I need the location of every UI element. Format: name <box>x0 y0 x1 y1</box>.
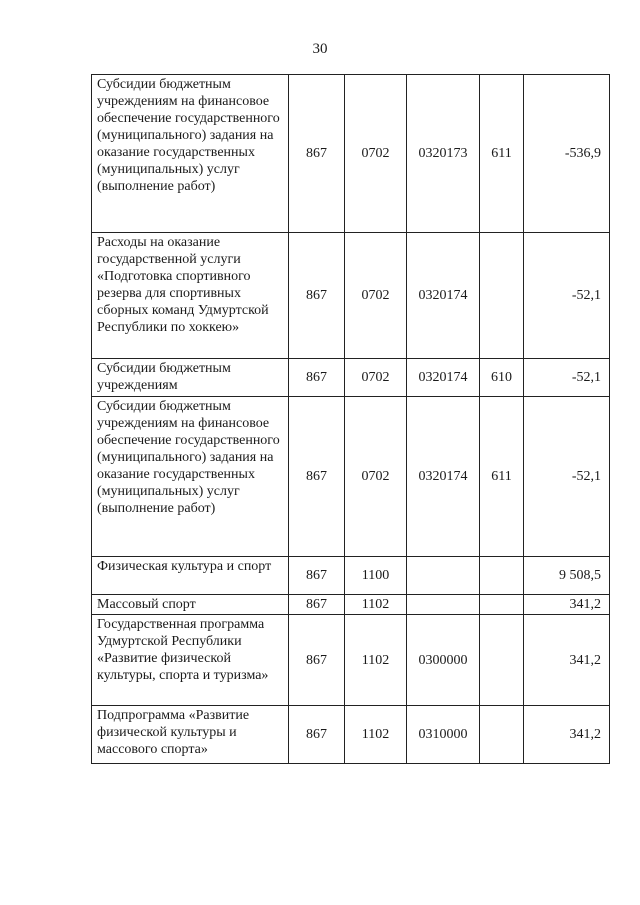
amount-cell: -52,1 <box>524 397 610 557</box>
section-cell: 1102 <box>345 615 407 706</box>
ved-cell: 867 <box>289 397 345 557</box>
table-row <box>92 595 610 615</box>
amount-cell: -52,1 <box>524 359 610 397</box>
row-name-cell: Субсидии бюджетным учреждениям <box>92 359 289 397</box>
row-name-cell: Государственная программа Удмуртской Республики «Развитие физической культуры, спорта и туризма» <box>92 615 289 706</box>
row-name-cell: Субсидии бюджетным учреждениям на финансовое обеспечение государственного (муниципального) задания на оказание государственных (муниципальных) услуг (выполнение работ) <box>92 397 289 557</box>
row-name-cell: Подпрограмма «Развитие физической культуры и массового спорта» <box>92 706 289 764</box>
section-cell: 0702 <box>345 397 407 557</box>
expense-type-cell <box>480 233 524 359</box>
section-cell: 1102 <box>345 595 407 615</box>
table-row <box>92 233 610 359</box>
section-cell: 1102 <box>345 706 407 764</box>
target-article-cell: 0300000 <box>407 615 480 706</box>
ved-cell: 867 <box>289 706 345 764</box>
expense-type-cell <box>480 615 524 706</box>
section-cell: 1100 <box>345 557 407 595</box>
section-cell: 0702 <box>345 359 407 397</box>
ved-cell: 867 <box>289 233 345 359</box>
page-number: 30 <box>312 41 328 57</box>
target-article-cell <box>407 595 480 615</box>
budget-table <box>91 74 610 764</box>
target-article-cell: 0320173 <box>407 75 480 233</box>
table-row <box>92 615 610 706</box>
ved-cell: 867 <box>289 75 345 233</box>
amount-cell: 341,2 <box>524 615 610 706</box>
row-name-cell: Расходы на оказание государственной услуги «Подготовка спортивного резерва для спортивных сборных команд Удмуртской Республики по хоккею» <box>92 233 289 359</box>
row-name-cell: Массовый спорт <box>92 595 289 615</box>
amount-cell: -52,1 <box>524 233 610 359</box>
expense-type-cell: 611 <box>480 397 524 557</box>
expense-type-cell: 610 <box>480 359 524 397</box>
section-cell: 0702 <box>345 75 407 233</box>
row-name-cell: Физическая культура и спорт <box>92 557 289 595</box>
expense-type-cell: 611 <box>480 75 524 233</box>
target-article-cell: 0310000 <box>407 706 480 764</box>
table-row <box>92 397 610 557</box>
expense-type-cell <box>480 595 524 615</box>
target-article-cell: 0320174 <box>407 233 480 359</box>
table-row <box>92 557 610 595</box>
target-article-cell <box>407 557 480 595</box>
expense-type-cell <box>480 557 524 595</box>
table-row <box>92 706 610 764</box>
ved-cell: 867 <box>289 359 345 397</box>
amount-cell: -536,9 <box>524 75 610 233</box>
target-article-cell: 0320174 <box>407 397 480 557</box>
amount-cell: 341,2 <box>524 706 610 764</box>
amount-cell: 9 508,5 <box>524 557 610 595</box>
table-row <box>92 75 610 233</box>
table-row <box>92 359 610 397</box>
amount-cell: 341,2 <box>524 595 610 615</box>
ved-cell: 867 <box>289 595 345 615</box>
row-name-cell: Субсидии бюджетным учреждениям на финансовое обеспечение государственного (муниципального) задания на оказание государственных (муниципальных) услуг (выполнение работ) <box>92 75 289 233</box>
ved-cell: 867 <box>289 615 345 706</box>
ved-cell: 867 <box>289 557 345 595</box>
target-article-cell: 0320174 <box>407 359 480 397</box>
section-cell: 0702 <box>345 233 407 359</box>
expense-type-cell <box>480 706 524 764</box>
